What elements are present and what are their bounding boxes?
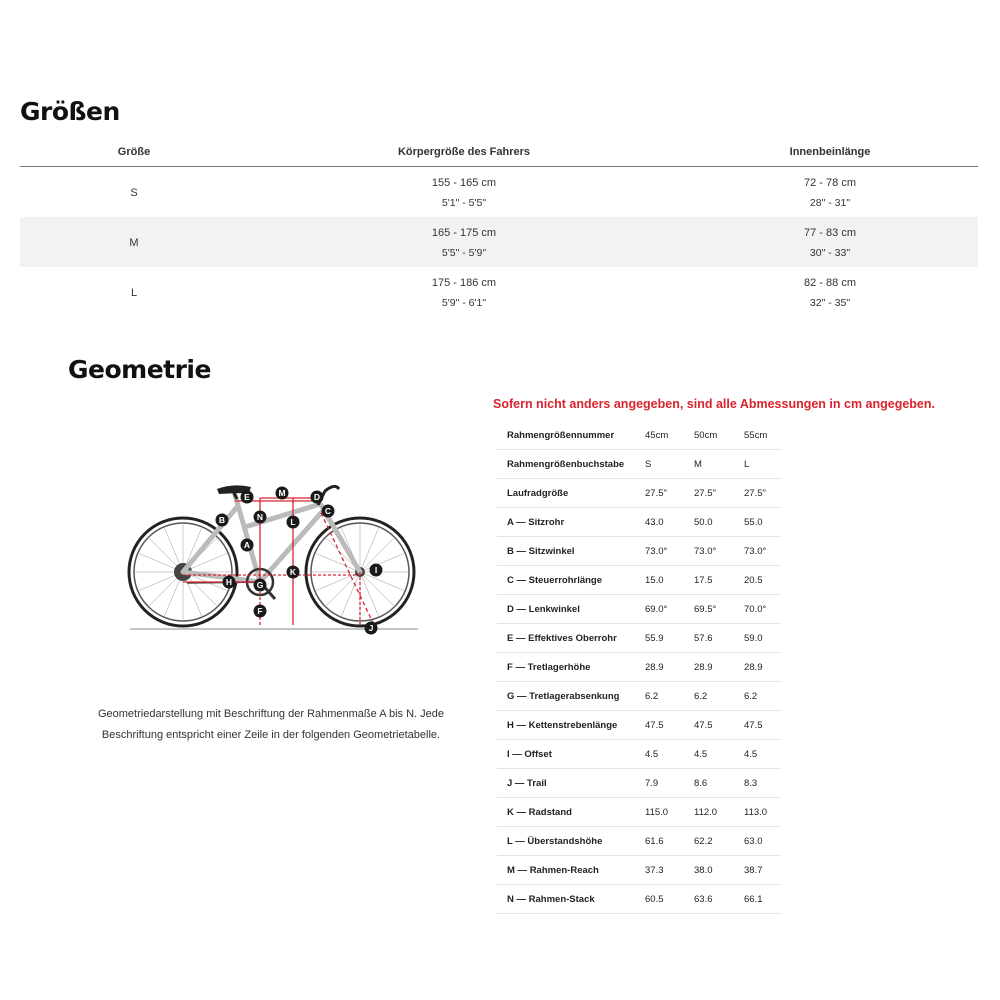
svg-text:D: D (313, 492, 321, 503)
svg-text:I: I (374, 565, 378, 576)
geometry-label-cell: H — Kettenstrebenlänge (507, 720, 618, 731)
value-cell: 4.5 (694, 749, 708, 760)
value-cell: 27.5" (694, 488, 716, 499)
geometry-title: Geometrie (68, 355, 211, 384)
table-row (20, 267, 978, 317)
svg-text:H: H (225, 577, 233, 588)
diagram-label-d (311, 491, 324, 504)
value-cell: 47.5 (645, 720, 664, 731)
geometry-label-cell: A — Sitzrohr (507, 517, 565, 528)
value-cell: 70.0° (744, 604, 767, 615)
height-cm-cell: 175 - 186 cm (431, 277, 497, 289)
table-row (497, 450, 781, 479)
size-cell: S (130, 187, 138, 199)
inseam-in-cell: 28" - 31" (809, 197, 851, 209)
geometry-label-cell: C — Steuerrohrlänge (507, 575, 603, 586)
table-row (497, 798, 781, 827)
value-cell: 73.0° (744, 546, 767, 557)
value-cell: 66.1 (744, 894, 763, 905)
geometry-caption: Geometriedarstellung mit Beschriftung der Rahmenmaße A bis N. Jede Beschriftung entspricht einer Zeile in der folgenden Geometrietabelle. (97, 708, 445, 741)
value-cell: 69.5° (694, 604, 717, 615)
value-cell: 37.3 (645, 865, 664, 876)
svg-text:F: F (257, 606, 263, 617)
value-cell: 4.5 (744, 749, 758, 760)
table-row (497, 479, 781, 508)
value-cell: 27.5" (645, 488, 667, 499)
svg-text:B: B (218, 515, 226, 526)
table-row (497, 595, 781, 624)
geometry-label-cell: M — Rahmen-Reach (507, 865, 599, 876)
diagram-label-n (254, 511, 267, 524)
table-row (497, 508, 781, 537)
geometry-label-cell: I — Offset (507, 749, 552, 760)
value-cell: 63.6 (694, 894, 713, 905)
value-cell: 20.5 (744, 575, 763, 586)
header-size: Größe (117, 146, 151, 158)
inseam-cm-cell: 72 - 78 cm (804, 177, 856, 189)
value-cell: 27.5" (744, 488, 766, 499)
diagram-label-i (370, 564, 383, 577)
sizes-title: Größen (20, 97, 120, 126)
table-row (497, 537, 781, 566)
table-row (497, 885, 781, 914)
value-cell: 6.2 (744, 691, 758, 702)
value-cell: 7.9 (645, 778, 659, 789)
geometry-label-cell: E — Effektives Oberrohr (507, 633, 617, 644)
value-cell: 17.5 (694, 575, 713, 586)
value-cell: 47.5 (744, 720, 763, 731)
value-cell: 4.5 (645, 749, 659, 760)
diagram-label-l (287, 516, 300, 529)
diagram-label-c (322, 505, 335, 518)
table-row (497, 740, 781, 769)
value-cell: 28.9 (645, 662, 664, 673)
height-in-cell: 5'9" - 6'1" (441, 297, 487, 309)
svg-text:C: C (324, 506, 332, 517)
table-row (497, 624, 781, 653)
value-cell: 8.3 (744, 778, 758, 789)
svg-text:G: G (256, 580, 264, 591)
table-row (497, 856, 781, 885)
header-rider-height: Körpergröße des Fahrers (397, 146, 531, 158)
table-row (20, 217, 978, 267)
sizes-table-header (20, 138, 978, 167)
units-note: Sofern nicht anders angegeben, sind alle Abmessungen in cm angegeben. (493, 397, 935, 411)
diagram-label-f (254, 605, 267, 618)
sizes-table (20, 138, 978, 317)
size-cell: L (130, 287, 138, 299)
value-cell: 55.0 (744, 517, 763, 528)
geometry-label-cell: G — Tretlagerabsenkung (507, 691, 620, 702)
value-cell: 47.5 (694, 720, 713, 731)
inseam-in-cell: 30" - 33" (809, 247, 851, 259)
value-cell: 57.6 (694, 633, 713, 644)
svg-text:K: K (289, 567, 297, 578)
inseam-cm-cell: 82 - 88 cm (804, 277, 856, 289)
diagram-label-g (254, 579, 267, 592)
value-cell: 60.5 (645, 894, 664, 905)
geometry-label-cell: N — Rahmen-Stack (507, 894, 595, 905)
value-cell: 6.2 (694, 691, 708, 702)
svg-text:N: N (256, 512, 264, 523)
value-cell: 59.0 (744, 633, 763, 644)
value-cell: 28.9 (694, 662, 713, 673)
geometry-label-cell: Rahmengrößenbuchstabe (507, 459, 625, 470)
value-cell: 73.0° (694, 546, 717, 557)
geometry-table (497, 421, 781, 914)
table-row (497, 421, 781, 450)
value-cell: M (694, 459, 702, 470)
inseam-in-cell: 32" - 35" (809, 297, 851, 309)
value-cell: 115.0 (645, 807, 669, 818)
value-cell: 61.6 (645, 836, 664, 847)
svg-text:L: L (290, 517, 296, 528)
value-cell: 50cm (694, 430, 718, 441)
bike-geometry-diagram (125, 465, 425, 640)
height-in-cell: 5'1" - 5'5" (441, 197, 487, 209)
value-cell: 38.0 (694, 865, 713, 876)
height-cm-cell: 155 - 165 cm (431, 177, 497, 189)
value-cell: 50.0 (694, 517, 713, 528)
size-cell: M (129, 237, 139, 249)
table-row (497, 566, 781, 595)
svg-text:M: M (278, 488, 286, 499)
diagram-label-a (241, 539, 254, 552)
height-cm-cell: 165 - 175 cm (431, 227, 497, 239)
value-cell: 6.2 (645, 691, 659, 702)
geometry-label-cell: B — Sitzwinkel (507, 546, 575, 557)
diagram-label-h (223, 576, 236, 589)
inseam-cm-cell: 77 - 83 cm (804, 227, 856, 239)
geometry-label-cell: L — Überstandshöhe (507, 836, 603, 847)
value-cell: 113.0 (744, 807, 768, 818)
svg-text:A: A (243, 540, 251, 551)
value-cell: 69.0° (645, 604, 668, 615)
table-row (497, 769, 781, 798)
value-cell: S (645, 459, 652, 470)
geometry-label-cell: Laufradgröße (507, 488, 569, 499)
value-cell: 63.0 (744, 836, 763, 847)
geometry-label-cell: K — Radstand (507, 807, 572, 818)
diagram-label-e (241, 491, 254, 504)
header-inseam: Innenbeinlänge (789, 146, 871, 158)
svg-text:E: E (244, 492, 250, 503)
diagram-label-j (365, 622, 378, 635)
value-cell: 43.0 (645, 517, 664, 528)
value-cell: 8.6 (694, 778, 708, 789)
value-cell: 38.7 (744, 865, 763, 876)
diagram-label-m (276, 487, 289, 500)
height-in-cell: 5'5" - 5'9" (441, 247, 487, 259)
table-row (20, 167, 978, 217)
geometry-label-cell: F — Tretlagerhöhe (507, 662, 591, 673)
value-cell: 28.9 (744, 662, 763, 673)
svg-text:J: J (368, 623, 374, 634)
value-cell: L (744, 459, 750, 470)
geometry-label-cell: Rahmengrößennummer (507, 430, 615, 441)
value-cell: 15.0 (645, 575, 664, 586)
value-cell: 55cm (744, 430, 768, 441)
diagram-label-k (287, 566, 300, 579)
diagram-label-b (216, 514, 229, 527)
value-cell: 45cm (645, 430, 669, 441)
value-cell: 73.0° (645, 546, 668, 557)
geometry-label-cell: J — Trail (507, 778, 547, 789)
table-row (497, 682, 781, 711)
table-row (497, 827, 781, 856)
geometry-label-cell: D — Lenkwinkel (507, 604, 580, 615)
table-row (497, 711, 781, 740)
value-cell: 112.0 (694, 807, 718, 818)
table-row (497, 653, 781, 682)
value-cell: 55.9 (645, 633, 664, 644)
value-cell: 62.2 (694, 836, 713, 847)
